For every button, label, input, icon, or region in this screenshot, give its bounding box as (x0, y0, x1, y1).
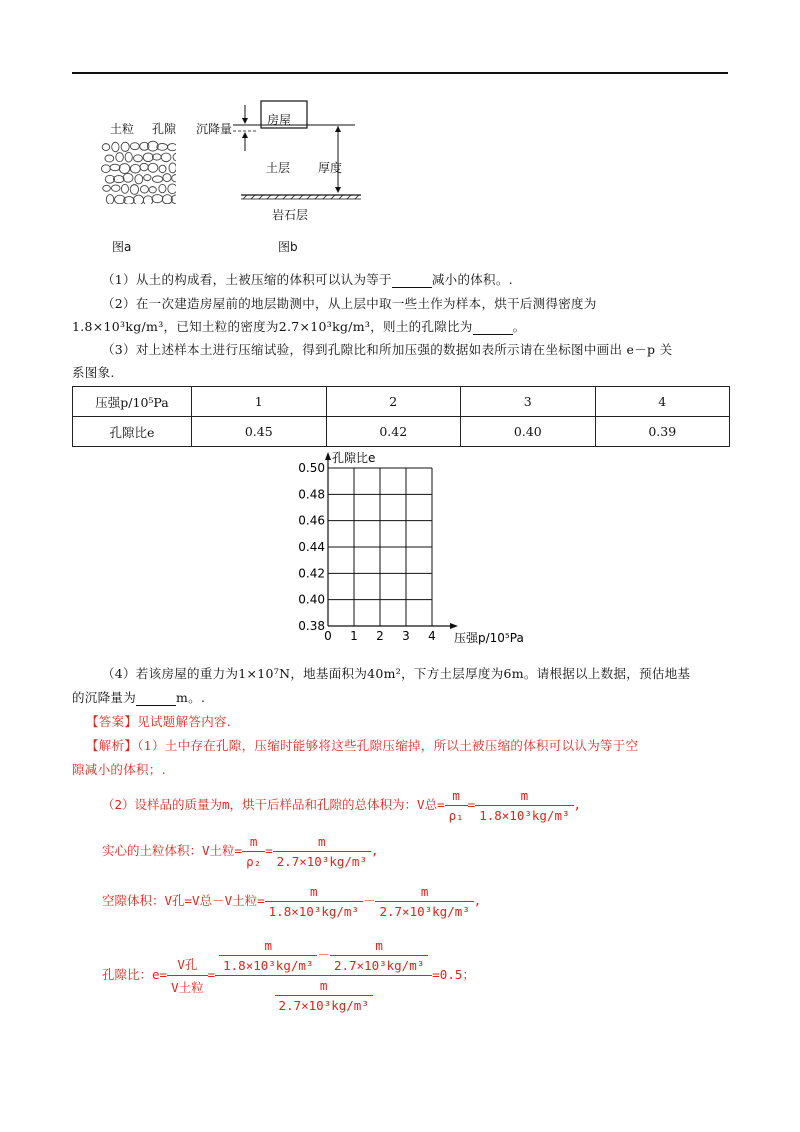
q2-line1: （2）在一次建造房屋前的地层勘测中，从上层中取一些土作为样本，烘干后测得密度为 (102, 296, 597, 311)
q4-text-post: m。. (176, 690, 206, 705)
minus: － (317, 947, 330, 962)
fig-b-thickness: 厚度 (318, 161, 343, 175)
fraction-denominator: 2.7×10³kg/m³ (379, 904, 470, 919)
y-tick-label: 0.46 (298, 513, 325, 528)
soil-particle (172, 175, 176, 182)
y-tick-label: 0.48 (298, 487, 325, 502)
soil-particle (111, 185, 120, 191)
fraction-numerator: m (265, 884, 363, 902)
q4-blank (136, 690, 176, 706)
x-tick-label: 4 (428, 629, 436, 643)
x-tick-label: 0 (324, 629, 332, 643)
q2-line2 (72, 317, 525, 335)
soil-particle (101, 165, 110, 173)
soil-particle (130, 164, 140, 173)
e-p-chart (290, 450, 540, 650)
soil-particle (105, 155, 114, 162)
formula-total-volume (102, 788, 581, 823)
analysis-line2: 隙减小的体积；. (72, 762, 166, 777)
fig-b-rock: 岩石层 (272, 208, 309, 222)
comma: , (370, 843, 379, 858)
x-axis-arrow (450, 623, 458, 629)
q1-text-pre: （1）从土的构成看，土被压缩的体积可以认为等于 (102, 272, 392, 287)
soil-particle (144, 175, 151, 181)
soil-particle (123, 173, 133, 182)
equals: = (467, 797, 476, 812)
x-axis-label: 压强p/10⁵Pa (454, 631, 524, 645)
fraction-denominator: ρ₂ (246, 854, 262, 869)
formula-label: 孔隙比：e= (102, 967, 168, 982)
q4-text-pre: 的沉降量为 (72, 690, 137, 705)
x-tick-label: 2 (376, 629, 384, 643)
table-cell: 2 (326, 387, 461, 417)
formula-solid-volume (102, 834, 379, 869)
fraction-denominator: 2.7×10³kg/m³ (278, 998, 369, 1013)
table-cell: 3 (461, 387, 596, 417)
header-rule (72, 72, 728, 74)
fraction-numerator: m (219, 938, 317, 956)
soil-particle (143, 153, 153, 162)
table-cell: 0.42 (326, 417, 461, 447)
fraction-denominator: 2.7×10³kg/m³ (333, 958, 425, 973)
soil-particle (125, 152, 132, 162)
formula-label: 空隙体积：V孔=V总－V土粒= (102, 893, 265, 908)
fraction-denominator: 2.7×10³kg/m³ (276, 854, 367, 869)
soil-particle (163, 174, 171, 182)
soil-particle (149, 187, 156, 193)
fraction-numerator: m (475, 788, 573, 806)
pressure-void-ratio-table (72, 386, 730, 447)
fraction-numerator: m (330, 938, 428, 956)
soil-particle (159, 165, 166, 172)
y-tick-label: 0.40 (298, 592, 325, 607)
soil-particle (116, 153, 124, 162)
result: =0.5； (432, 967, 475, 982)
soil-particle (133, 195, 143, 204)
table-cell: 0.39 (595, 417, 730, 447)
soil-particle (102, 144, 109, 151)
fraction-denominator: V土粒 (171, 980, 204, 995)
soil-particle (152, 195, 163, 203)
soil-particle (169, 163, 176, 173)
formula-label: 实心的土粒体积：V土粒= (102, 843, 243, 858)
q3-line2: 系图象. (72, 365, 115, 380)
soil-particle (152, 176, 162, 183)
answer: 【答案】见试题解答内容. (86, 714, 232, 729)
soil-particle (134, 155, 143, 162)
formula-label: （2）设样品的质量为m，烘干后样品和孔隙的总体积为：V总= (102, 797, 445, 812)
soil-particle (159, 184, 166, 192)
comma: , (473, 893, 482, 908)
fraction-denominator: 1.8×10³kg/m³ (268, 904, 359, 919)
fig-b-house: 房屋 (267, 113, 292, 127)
fraction-denominator: ρ₁ (448, 808, 464, 823)
fig-a-label-particle: 土粒 (110, 122, 135, 136)
soil-particle (121, 142, 129, 151)
y-axis-label: 孔隙比e (332, 451, 376, 465)
fraction-numerator: m (275, 978, 373, 996)
soil-particle (121, 184, 128, 193)
table-cell: 压强p/10⁵Pa (73, 387, 192, 417)
soil-particle (173, 153, 176, 161)
soil-particle (135, 175, 143, 184)
comma: , (573, 797, 582, 812)
question-1 (102, 270, 513, 288)
x-tick-label: 1 (350, 629, 358, 643)
fraction-numerator: m (242, 834, 265, 852)
soil-particles-illustration (100, 140, 176, 204)
q2-text-post: 。 (512, 319, 526, 334)
soil-particle (168, 184, 176, 194)
soil-particle (106, 195, 113, 204)
table-row (73, 387, 730, 417)
fig-b-settle: 沉降量 (196, 122, 233, 136)
fig-a-caption: 图a (112, 240, 132, 254)
analysis-line1: 【解析】（1）土中存在孔隙，压缩时能够将这些孔隙压缩掉，所以土被压缩的体积可以认为等于空 (86, 738, 639, 753)
fig-b-soil: 土层 (266, 161, 291, 175)
fraction-numerator: m (273, 834, 371, 852)
q2-text-pre: 1.8×10³kg/m³，已知土粒的密度为2.7×10³kg/m³，则土的孔隙比为 (72, 319, 473, 334)
soil-particle (113, 176, 124, 183)
table-cell: 0.40 (461, 417, 596, 447)
table-cell: 1 (192, 387, 327, 417)
q1-text-post: 减小的体积。. (431, 272, 513, 287)
fig-a-label-pore: 孔隙 (152, 122, 177, 136)
formula-pore-volume (102, 884, 481, 919)
soil-particle (167, 144, 176, 151)
equals: = (265, 843, 273, 858)
fraction-denominator: 1.8×10³kg/m³ (223, 958, 314, 973)
table-cell: 0.45 (192, 417, 327, 447)
minus: － (362, 893, 376, 908)
soil-particle (148, 163, 158, 172)
equals: = (207, 967, 216, 982)
fraction-denominator: 1.8×10³kg/m³ (479, 808, 570, 823)
fraction-numerator: m (445, 788, 468, 806)
soil-particle (140, 163, 148, 170)
soil-particle (103, 185, 111, 191)
y-tick-label: 0.44 (298, 540, 325, 554)
q4-line1: （4）若该房屋的重力为1×10⁷N，地基面积为40m²，下方土层厚度为6m。请根据以上数据，预估地基 (102, 666, 691, 681)
fraction-numerator: V孔 (167, 955, 208, 976)
table-cell: 4 (595, 387, 730, 417)
y-tick-label: 0.38 (298, 619, 325, 633)
x-tick-label: 3 (402, 629, 410, 643)
soil-particle (143, 196, 153, 204)
table-cell: 孔隙比e (73, 417, 192, 447)
y-tick-label: 0.50 (298, 461, 325, 475)
soil-particle (119, 164, 129, 174)
q3-line1: （3）对上述样本土进行压缩试验，得到孔隙比和所加压强的数据如表所示请在坐标图中画出 e－p 关 (102, 342, 673, 357)
soil-particle (152, 154, 161, 160)
soil-particle (161, 153, 171, 162)
q4-line2 (72, 688, 205, 706)
fig-b-caption: 图b (278, 240, 298, 254)
soil-particle (110, 164, 120, 171)
soil-particle (112, 142, 119, 152)
q2-blank (473, 319, 513, 335)
formula-void-ratio (102, 938, 475, 1013)
soil-particle (130, 143, 139, 150)
fraction-numerator: m (375, 884, 473, 902)
soil-particle (140, 186, 148, 193)
y-axis-arrow (325, 452, 331, 460)
table-row (73, 417, 730, 447)
soil-particle (130, 185, 138, 195)
q1-blank (392, 272, 432, 288)
y-tick-label: 0.42 (298, 566, 325, 581)
